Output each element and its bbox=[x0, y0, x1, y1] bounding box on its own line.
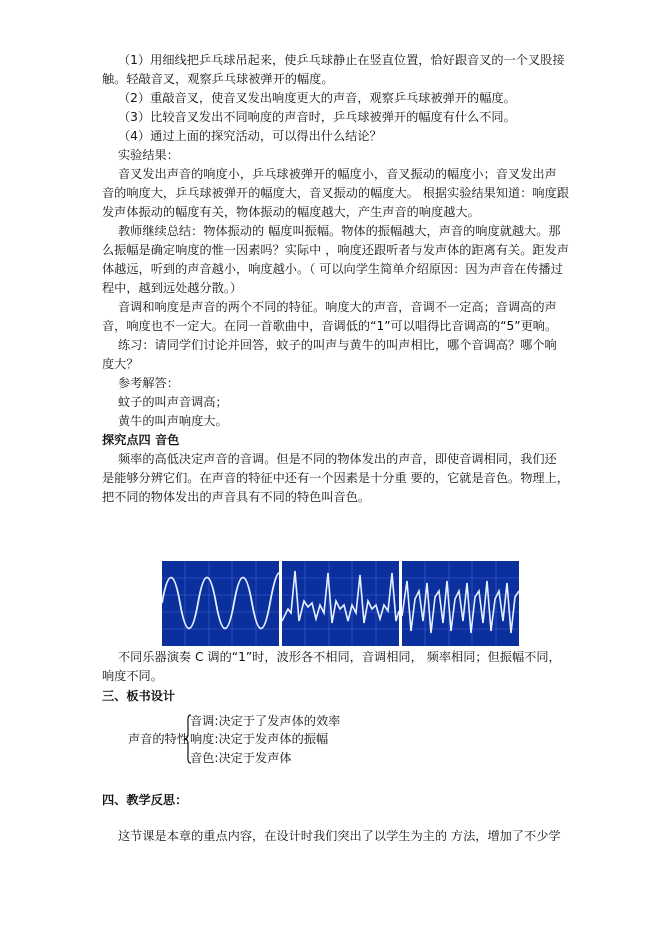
step-3: （3）比较音叉发出不同响度的声音时，乒乓球被弹开的幅度有什么不同。 bbox=[118, 110, 516, 124]
board-item-loudness: 响度:决定于发声体的振幅 bbox=[190, 732, 329, 746]
result-para-line2: 音的响度大，乒乓球被弹开的幅度大，音叉振动的幅度大。 根据实验结果知道：响度跟 bbox=[102, 186, 569, 200]
answer-heading: 参考解答： bbox=[118, 376, 179, 390]
pitch-loudness-line1: 音调和响度是声音的两个不同的特征。响度大的声音，音调不一定高；音调高的声 bbox=[118, 300, 557, 314]
step-4: （4）通过上面的探究活动，可以得出什么结论？ bbox=[118, 129, 382, 143]
summary-line1: 教师继续总结：物体振动的 幅度叫振幅。物体的振幅越大，声音的响度就越大。那 bbox=[118, 224, 561, 238]
waveform-figure bbox=[162, 561, 519, 646]
summary-line2: 么振幅是确定响度的惟一因素吗？实际中 ，响度还跟听者与发声体的距离有关。距发声 bbox=[102, 243, 569, 257]
reflection-text: 这节课是本章的重点内容，在设计时我们突出了以学生为主的 方法，增加了不少学 bbox=[118, 829, 561, 843]
exercise-line2: 度大？ bbox=[102, 357, 139, 371]
step-2: （2）重敲音叉，使音叉发出响度更大的声音，观察乒乓球被弹开的幅度。 bbox=[118, 91, 516, 105]
waveform-panel-2 bbox=[282, 561, 399, 646]
summary-line3: 体越远，听到的声音越小，响度越小。（ 可以向学生简单介绍原因：因为声音在传播过 bbox=[102, 262, 563, 276]
section-reflection-title: 四、教学反思： bbox=[102, 793, 188, 807]
figure-caption-line1: 不同乐器演奏 C 调的“1”时，波形各不相同，音调相同， 频率相同；但振幅不同， bbox=[118, 650, 561, 664]
step-1-line1: （1）用细线把乒乓球吊起来，使乒乓球静止在竖直位置，恰好跟音叉的一个叉股接 bbox=[118, 53, 565, 67]
waveform-panel-1 bbox=[162, 561, 279, 646]
result-para-line1: 音叉发出声音的响度小，乒乓球被弹开的幅度小，音叉振动的幅度小；音叉发出声 bbox=[118, 167, 557, 181]
result-heading: 实验结果： bbox=[118, 148, 179, 162]
summary-line4: 程中，越到远处越分散。） bbox=[102, 281, 243, 295]
timbre-para-line2: 是能够分辨它们。在声音的特征中还有一个因素是十分重 要的，它就是音色。物理上， bbox=[102, 471, 569, 485]
exercise-line1: 练习：请同学们讨论并回答，蚊子的叫声与黄牛的叫声相比，哪个音调高？哪个响 bbox=[118, 338, 557, 352]
answer-1: 蚊子的叫声音调高； bbox=[118, 395, 228, 409]
step-1-line2: 触。轻敲音叉，观察乒乓球被弹开的幅度。 bbox=[102, 72, 334, 86]
result-para-line3: 发声体振动的幅度有关，物体振动的幅度越大，产生声音的响度越大。 bbox=[102, 205, 480, 219]
waveform-panel-3 bbox=[402, 561, 519, 646]
board-item-timbre: 音色:决定于发声体 bbox=[190, 751, 292, 765]
board-label: 声音的特性 bbox=[128, 732, 189, 746]
section-timbre-title: 探究点四 音色 bbox=[102, 433, 180, 447]
board-item-pitch: 音调:决定于了发声体的效率 bbox=[190, 714, 341, 728]
timbre-para-line1: 频率的高低决定声音的音调。但是不同的物体发出的声音，即使音调相同，我们还 bbox=[118, 452, 557, 466]
answer-2: 黄牛的叫声响度大。 bbox=[118, 414, 228, 428]
section-board-title: 三、板书设计 bbox=[102, 689, 176, 703]
timbre-para-line3: 把不同的物体发出的声音具有不同的特色叫音色。 bbox=[102, 490, 371, 504]
figure-caption-line2: 响度不同。 bbox=[102, 669, 163, 683]
pitch-loudness-line2: 音，响度也不一定大。在同一首歌曲中，音调低的“1”可以唱得比音调高的“5”更响。 bbox=[102, 319, 558, 333]
